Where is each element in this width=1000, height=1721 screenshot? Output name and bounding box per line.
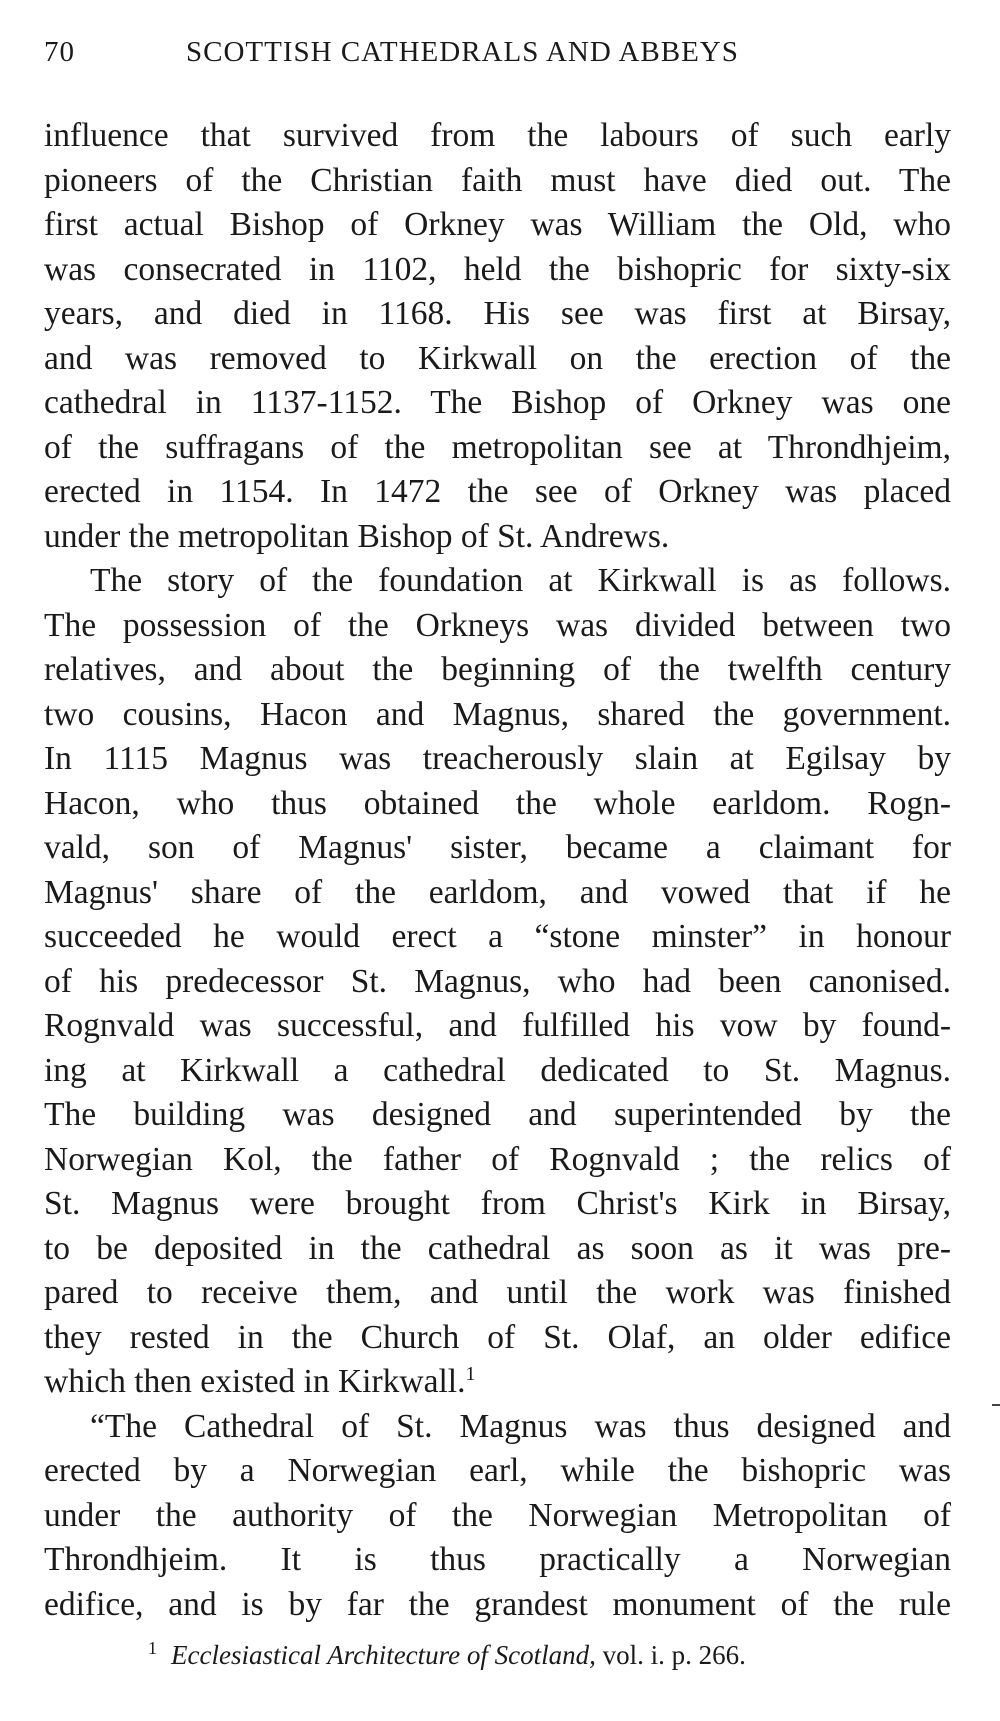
text-line: ing at Kirkwall a cathedral dedicated to St. Magnus. — [44, 1051, 951, 1089]
text-line: influence that survived from the labours of such early — [44, 117, 951, 154]
text-line: In 1115 Magnus was treacherously slain at Egilsay by — [44, 740, 951, 777]
text-line: they rested in the Church of St. Olaf, an older edifice — [44, 1318, 951, 1356]
footnote-mark: 1 — [148, 1638, 157, 1658]
text-line: pioneers of the Christian faith must have died out. The — [44, 161, 951, 199]
text-line: “The Cathedral of St. Magnus was thus designed and — [90, 1407, 951, 1445]
running-title: SCOTTISH CATHEDRALS AND ABBEYS — [186, 36, 739, 68]
running-head — [44, 36, 944, 76]
text-line: Norwegian Kol, the father of Rognvald ; the relics of — [44, 1140, 951, 1178]
text-line: was consecrated in 1102, held the bishopric for sixty-six — [44, 250, 951, 288]
text-line: Hacon, who thus obtained the whole earldom. Rogn- — [44, 784, 951, 822]
text-line: Magnus' share of the earldom, and vowed that if he — [44, 873, 951, 911]
text-line: The building was designed and superintended by the — [44, 1096, 951, 1133]
text-line: edifice, and is by far the grandest monument of the rule — [44, 1585, 951, 1623]
text-line: years, and died in 1168. His see was first at Birsay, — [44, 295, 951, 332]
paragraph-3 — [44, 1405, 951, 1628]
text-line — [44, 1360, 951, 1405]
text-line: to be deposited in the cathedral as soon as it was pre- — [44, 1229, 951, 1267]
text-line: first actual Bishop of Orkney was William the Old, who — [44, 206, 951, 243]
text-line: of the suffragans of the metropolitan see at Throndhjeim, — [44, 428, 951, 466]
text-line: erected by a Norwegian earl, while the bishopric was — [44, 1452, 951, 1489]
footnote-citation: vol. i. p. 266. — [595, 1640, 746, 1670]
margin-mark — [992, 1404, 1000, 1406]
text-line: Throndhjeim. It is thus practically a Norwegian — [44, 1541, 951, 1578]
text-line: succeeded he would erect a “stone minster” in honour — [44, 918, 951, 955]
text-line: cathedral in 1137-1152. The Bishop of Orkney was one — [44, 384, 951, 421]
text-line: vald, son of Magnus' sister, became a claimant for — [44, 829, 951, 866]
text-line: two cousins, Hacon and Magnus, shared the government. — [44, 695, 951, 733]
text-line: The story of the foundation at Kirkwall is as follows. — [90, 562, 951, 599]
text-line-content: which then existed in Kirkwall. — [44, 1363, 466, 1400]
footnote-reference: 1 — [465, 1362, 476, 1385]
paragraph-1 — [44, 114, 951, 559]
text-line: of his predecessor St. Magnus, who had been canonised. — [44, 962, 951, 1000]
text-line: Rognvald was successful, and fulfilled his vow by found- — [44, 1007, 951, 1044]
text-line: erected in 1154. In 1472 the see of Orkney was placed — [44, 473, 951, 510]
text-line: pared to receive them, and until the work was finished — [44, 1274, 951, 1311]
text-line: The possession of the Orkneys was divided between two — [44, 606, 951, 644]
footnote-title: Ecclesiastical Architecture of Scotland, — [171, 1640, 596, 1670]
page-number: 70 — [44, 36, 75, 68]
text-line: under the metropolitan Bishop of St. Andrews. — [44, 517, 670, 555]
text-line: and was removed to Kirkwall on the erection of the — [44, 339, 951, 377]
body-text — [44, 114, 951, 1627]
text-line: under the authority of the Norwegian Metropolitan of — [44, 1496, 951, 1534]
paragraph-2 — [44, 559, 951, 1405]
text-line: relatives, and about the beginning of the twelfth century — [44, 651, 951, 688]
text-line: St. Magnus were brought from Christ's Kirk in Birsay, — [44, 1185, 951, 1222]
footnote — [148, 1640, 948, 1671]
